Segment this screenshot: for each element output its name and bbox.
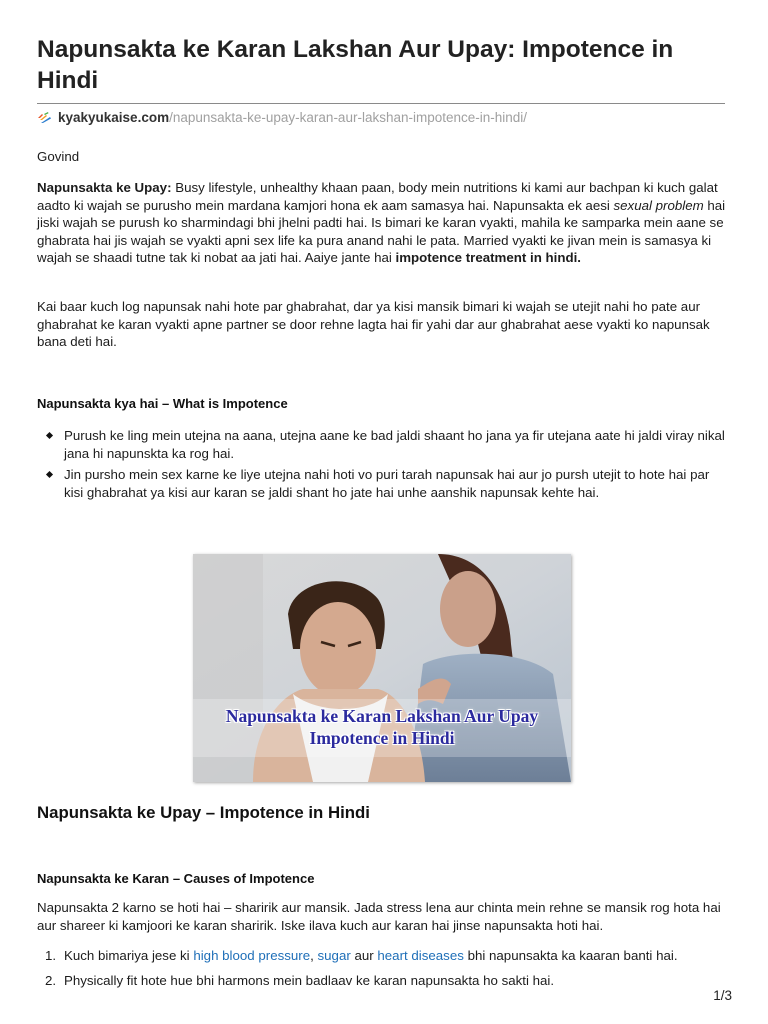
- causes-list: [37, 947, 729, 996]
- list-separator: aur: [350, 948, 378, 963]
- source-url[interactable]: [37, 110, 527, 125]
- causes-paragraph: Napunsakta 2 karno se hoti hai – sharirik aur mansik. Jada stress lena aur chinta mein rehne se mansik rog hota hai aur shareer ki kamjoori ke karan sharirik. Iske ilava kuch aur karan hai jinse napunsakta hoti hai.: [37, 900, 721, 933]
- section-heading-what-is: Napunsakta kya hai – What is Impotence: [37, 396, 288, 411]
- list-item: [37, 427, 729, 462]
- author-name: Govind: [37, 149, 80, 164]
- list-item-text: Purush ke ling mein utejna na aana, utejna aane ke bad jaldi shaant ho jana ya fir utejana aate hi jaldi viray nikal jana hi napunskta ka rog hai.: [64, 428, 725, 461]
- section-heading-causes: Napunsakta ke Karan – Causes of Impotence: [37, 871, 315, 886]
- link-high-blood-pressure[interactable]: high blood pressure: [193, 948, 311, 963]
- article-image: [193, 554, 571, 782]
- definition-list: [37, 427, 729, 505]
- page-number: 1/3: [713, 988, 732, 1003]
- list-item: [37, 466, 729, 501]
- list-number: 1.: [45, 948, 57, 963]
- intro-lead: Napunsakta ke Upay:: [37, 180, 172, 195]
- site-logo-icon: [37, 111, 52, 124]
- list-item: [37, 972, 729, 990]
- image-caption-line2: Impotence in Hindi: [309, 728, 455, 748]
- list-item-text: Physically fit hote hue bhi harmons mein badlaav ke karan napunsakta ho sakti hai.: [64, 972, 555, 988]
- source-path[interactable]: /napunsakta-ke-upay-karan-aur-lakshan-impotence-in-hindi/: [169, 110, 528, 125]
- link-sugar[interactable]: sugar: [317, 948, 351, 963]
- list-item-text: Kuch bimariya jese ki: [64, 948, 194, 963]
- title-divider: [37, 103, 725, 104]
- diamond-bullet-icon: [46, 432, 53, 439]
- image-caption-line1: Napunsakta ke Karan Lakshan Aur Upay: [225, 706, 539, 726]
- link-heart-diseases[interactable]: heart diseases: [377, 948, 464, 963]
- intro-paragraph: [37, 179, 729, 267]
- article-title: Napunsakta ke Karan Lakshan Aur Upay: Impotence in Hindi: [37, 36, 674, 94]
- intro-text-b: hai jiski wajah se purush ko sharmindagi bhi jhelni padti hai. Is bimari ke karan vyakti, mahila ke samparka mein aane se ghabrata hai jis wajah se vyakti apni sex life ka pura anand nahi le pata. Married vyakti ke jivan mein is samasya ki wajah se shaadi tutne tak ki nobat aa jati hai. Aaiye jante hai: [37, 197, 726, 266]
- list-number: 2.: [45, 972, 57, 988]
- list-item: [37, 947, 729, 965]
- list-item-text: bhi napunsakta ka kaaran banti hai.: [463, 948, 678, 963]
- second-paragraph: Kai baar kuch log napunsak nahi hote par ghabrahat, dar ya kisi mansik bimari ki wajah se utejit nahi ho pate aur ghabrahat ke karan vyakti apne partner se door rehne lagta hai fir yahi dar aur ghabrahat aese vyakti ko napunsak bana deti hai.: [37, 299, 710, 350]
- intro-italic: sexual problem: [613, 197, 704, 213]
- intro-tail: impotence treatment in hindi.: [395, 250, 581, 266]
- diamond-bullet-icon: [46, 471, 53, 478]
- intro-text-a: Busy lifestyle, unhealthy khaan paan, body mein nutritions ki kami aur bachpan ki kuch galat aadto ki wajah se purusho mein mardana kamjori hona ek aam samasya hai. Napunsakta ek aesi: [37, 180, 718, 213]
- list-separator: ,: [310, 948, 318, 963]
- main-section-heading: Napunsakta ke Upay – Impotence in Hindi: [37, 803, 370, 822]
- source-domain[interactable]: kyakyukaise.com: [58, 110, 170, 125]
- list-item-text: Jin pursho mein sex karne ke liye utejna nahi hoti vo puri tarah napunsak hai aur jo pursh utejit to hote hai par kisi ghabrahat ya kisi aur karan se jaldi shant ho jate hai unhe aanshik napunsak kehte hai.: [64, 467, 710, 500]
